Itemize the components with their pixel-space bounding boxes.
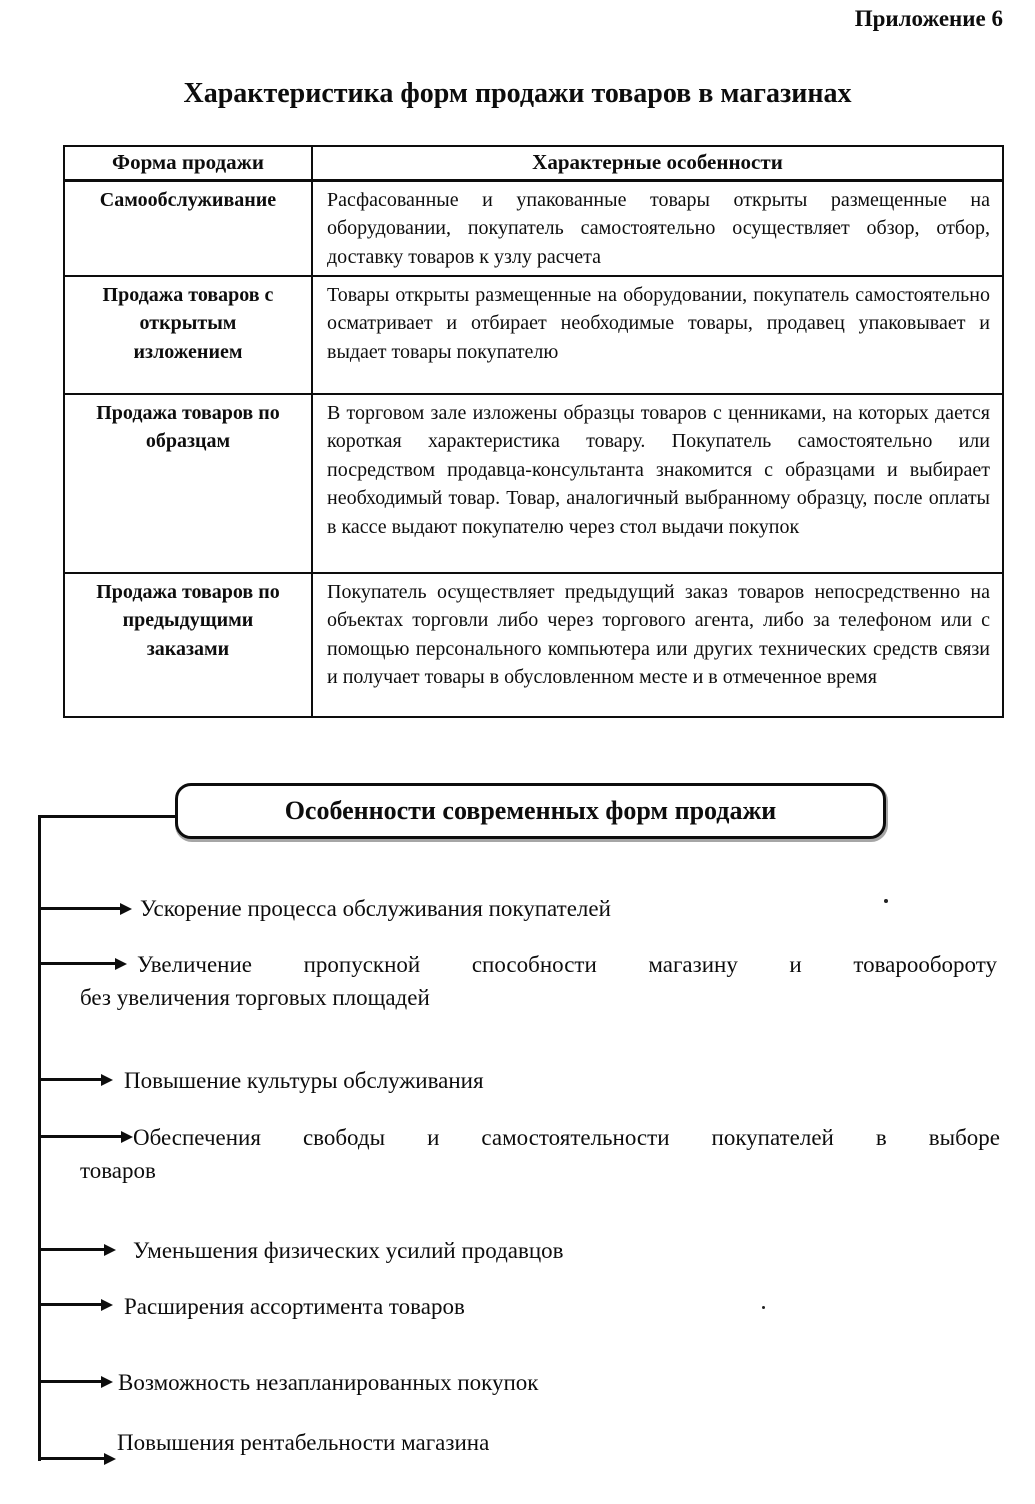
form-cell: Продажа товаров по образцам [64,394,312,573]
table-row [64,276,1003,394]
arrow-icon [38,1243,116,1256]
description-cell: Расфасованные и упакованные товары открыты размещенные на оборудовании, покупатель самостоятельно осуществляет обзор, отбор, доставку товаров к узлу расчета [312,180,1003,276]
sales-forms-table [63,145,1004,718]
diagram-title-box [175,783,886,839]
appendix-label: Приложение 6 [854,6,1003,31]
form-cell: Продажа товаров по предыдущими заказами [64,573,312,717]
description-cell: В торговом зале изложены образцы товаров с ценниками, на которых дается короткая характеристика товару. Покупатель самостоятельно или посредством продавца-консультанта знакомится с образцами и выбирает необходимый товар. Товар, аналогичный выбранному образцу, после оплаты в кассе выдают покупателю через стол выдачи покупок [312,394,1003,573]
feature-item: Ускорение процесса обслуживания покупателей [140,896,611,921]
table-row [64,394,1003,573]
feature-item-line: товаров [80,1158,156,1183]
feature-item-line: Обеспечения свободы и самостоятельности покупателей в выборе [133,1125,1000,1150]
feature-item-line: Увеличение пропускной способности магазину и товарообороту [137,952,997,977]
form-cell: Продажа товаров с открытым изложением [64,276,312,394]
form-cell: Самообслуживание [64,180,312,276]
arrow-icon [38,1073,113,1086]
sales-forms-table-wrapper [63,145,1004,718]
feature-item-line: без увеличения торговых площадей [80,985,430,1010]
scan-speck [762,1306,765,1309]
arrow-icon [38,1375,113,1388]
feature-item: Повышения рентабельности магазина [117,1430,490,1455]
arrow-icon [38,1452,116,1465]
column-header-features: Характерные особенности [312,146,1003,180]
table-row [64,573,1003,717]
feature-item: Повышение культуры обслуживания [124,1068,484,1093]
scan-speck [884,899,888,903]
tree-connector-line [38,815,175,818]
table-header-row [64,146,1003,180]
table-row [64,180,1003,276]
description-cell: Покупатель осуществляет предыдущий заказ товаров непосредственно на объектах торговли либо через торгового агента, либо за телефоном или с помощью персонального компьютера или других технических средств связи и получает товары в обусловленном месте и в отмеченное время [312,573,1003,717]
feature-item: Уменьшения физических усилий продавцов [133,1238,564,1263]
feature-item: Возможность незапланированных покупок [118,1370,539,1395]
column-header-form: Форма продажи [64,146,312,180]
feature-item: Расширения ассортимента товаров [124,1294,465,1319]
description-cell: Товары открыты размещенные на оборудовании, покупатель самостоятельно осматривает и отбирает необходимые товары, продавец упаковывает и выдает товары покупателю [312,276,1003,394]
arrow-icon [38,902,132,915]
feature-item [80,948,997,1014]
page-title: Характеристика форм продажи товаров в магазинах [183,78,852,109]
feature-item [80,1121,1000,1187]
diagram-title: Особенности современных форм продажи [284,796,777,825]
arrow-icon [38,1298,113,1311]
